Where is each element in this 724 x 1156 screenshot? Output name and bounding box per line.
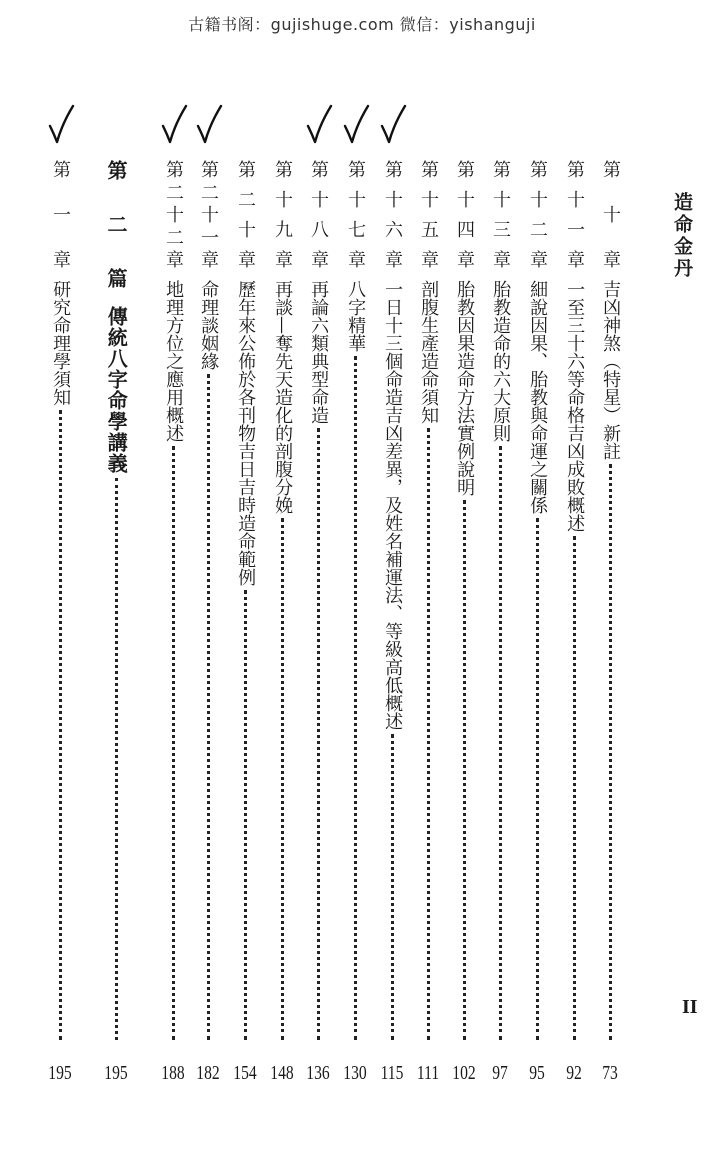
chapter-title: 研究命理學須知 <box>50 280 72 406</box>
dot-leader <box>573 536 576 1040</box>
chapter-title: 一至三十六等命格吉凶成敗概述 <box>564 280 586 532</box>
chapter-number: 第 十 九 章 <box>272 160 293 268</box>
dot-leader <box>609 464 612 1040</box>
page-ref: 182 <box>196 1062 220 1084</box>
chapter-title: 傳統八字命學講義 <box>104 306 129 474</box>
chapter-title: 吉凶神煞（特星）新註 <box>600 280 622 460</box>
toc-entry <box>101 160 131 1040</box>
toc-entry <box>193 160 223 1040</box>
chapter-number: 第 二 十 章 <box>235 160 256 268</box>
handwritten-checkmark <box>304 104 334 144</box>
chapter-title: 歷年來公佈於各刊物吉日吉時造命範例 <box>235 280 257 586</box>
chapter-number: 第 十 五 章 <box>418 160 439 268</box>
page-ref: 92 <box>566 1062 582 1084</box>
toc-entry <box>485 160 515 1040</box>
chapter-number: 第 十 四 章 <box>454 160 475 268</box>
handwritten-checkmark <box>341 104 371 144</box>
chapter-number: 第 十 二 章 <box>527 160 548 268</box>
chapter-number: 第 十 章 <box>600 160 621 268</box>
chapter-number: 第 十 八 章 <box>308 160 329 268</box>
dot-leader <box>317 428 320 1040</box>
chapter-number: 第 十 三 章 <box>490 160 511 268</box>
chapter-number: 第 二 篇 <box>104 160 128 288</box>
chapter-title: 命理談姻緣 <box>198 280 220 370</box>
page-ref: 148 <box>270 1062 294 1084</box>
chapter-title: 再論六類典型命造 <box>308 280 330 424</box>
dot-leader <box>172 446 175 1040</box>
chapter-title: 地理方位之應用概述 <box>163 280 185 442</box>
watermark: 古籍书阁：gujishuge.com 微信：yishanguji <box>188 15 536 34</box>
dot-leader <box>244 590 247 1040</box>
dot-leader <box>115 478 118 1040</box>
dot-leader <box>391 734 394 1040</box>
dot-leader <box>354 356 357 1040</box>
toc-entry <box>267 160 297 1040</box>
toc-entry <box>45 160 75 1040</box>
dot-leader <box>463 500 466 1040</box>
dot-leader <box>281 518 284 1040</box>
page-ref: 195 <box>48 1062 72 1084</box>
chapter-number: 第 二 十 一 章 <box>198 160 219 268</box>
chapter-title: 胎教因果造命方法實例說明 <box>454 280 476 496</box>
toc-entry <box>559 160 589 1040</box>
dot-leader <box>427 428 430 1040</box>
dot-leader <box>59 410 62 1040</box>
toc-entry <box>230 160 260 1040</box>
toc-entry <box>522 160 552 1040</box>
chapter-number: 第 二 十 二 章 <box>163 160 184 268</box>
chapter-title: 再談—奪先天造化的剖腹分娩 <box>272 280 294 514</box>
chapter-title: 胎教造命的六大原則 <box>490 280 512 442</box>
page-ref: 102 <box>452 1062 476 1084</box>
toc-entry <box>303 160 333 1040</box>
page-ref: 73 <box>602 1062 618 1084</box>
page-ref: 115 <box>380 1062 404 1084</box>
toc-entry <box>340 160 370 1040</box>
page-ref: 154 <box>233 1062 257 1084</box>
page-ref: 188 <box>161 1062 185 1084</box>
chapter-number: 第 十 七 章 <box>345 160 366 268</box>
running-head-book-title: 造命金丹 <box>671 192 693 280</box>
handwritten-checkmark <box>378 104 408 144</box>
chapter-title: 一日十三個命造吉凶差異，及姓名補運法、等級高低概述 <box>382 280 404 730</box>
toc-entry <box>377 160 407 1040</box>
page-ref: 111 <box>416 1062 440 1084</box>
chapter-number: 第 十 一 章 <box>564 160 585 268</box>
chapter-number: 第 十 六 章 <box>382 160 403 268</box>
dot-leader <box>207 374 210 1040</box>
page-ref: 136 <box>306 1062 330 1084</box>
chapter-title: 八字精華 <box>345 280 367 352</box>
handwritten-checkmark <box>194 104 224 144</box>
chapter-title: 剖腹生產造命須知 <box>418 280 440 424</box>
page-ref: 130 <box>343 1062 367 1084</box>
toc-entry <box>413 160 443 1040</box>
dot-leader <box>499 446 502 1040</box>
toc-entry <box>158 160 188 1040</box>
page-ref: 97 <box>492 1062 508 1084</box>
chapter-number: 第 一 章 <box>50 160 71 268</box>
chapter-title: 細說因果、胎教與命運之關係 <box>527 280 549 514</box>
page-number: II <box>682 996 698 1018</box>
toc-entry <box>449 160 479 1040</box>
dot-leader <box>536 518 539 1040</box>
handwritten-checkmark <box>159 104 189 144</box>
page-ref: 195 <box>104 1062 128 1084</box>
toc-entry <box>595 160 625 1040</box>
handwritten-checkmark <box>46 104 76 144</box>
page-ref: 95 <box>529 1062 545 1084</box>
